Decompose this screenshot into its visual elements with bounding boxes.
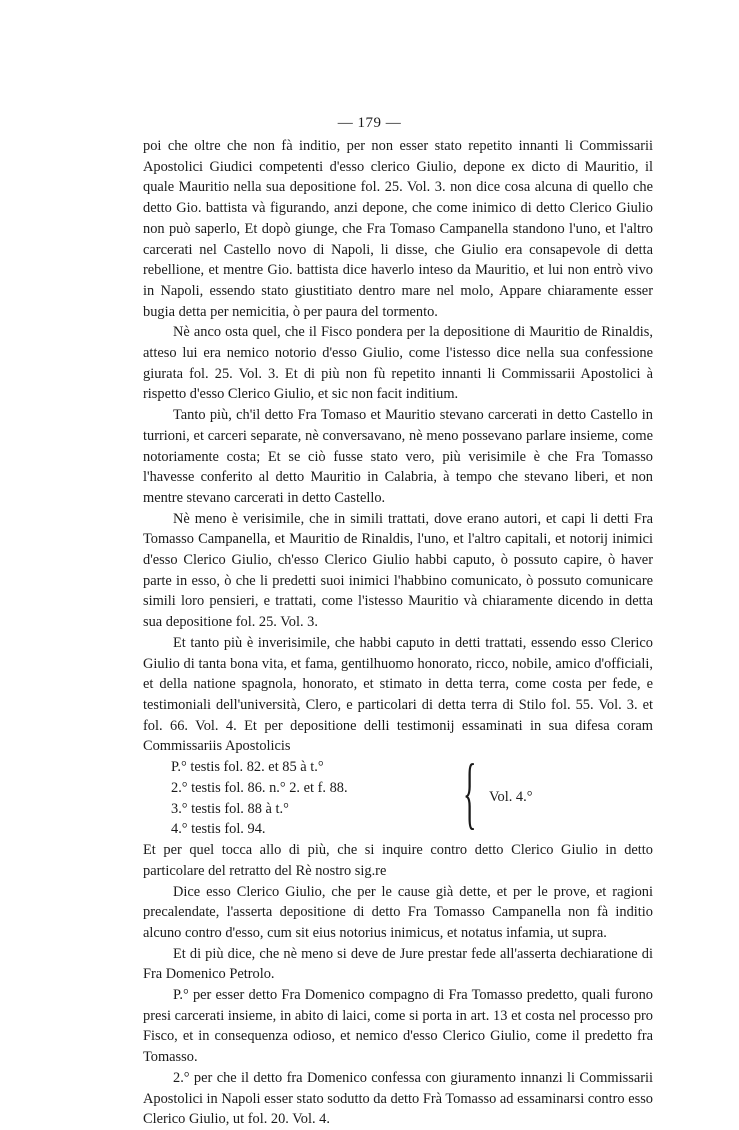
paragraph: Nè anco osta quel, che il Fisco pondera per la depositione di Mauritio de Rinaldis, atteso lui era nemico notorio d'esso Giulio, come l'istesso dice nella sua confessione giurata fol. 25. Vol. 3. Et di più non fù repetito innanti li Commissarii Apostolici à rispetto d'esso Clerico Giulio, et sic non facit inditium. xyxy=(143,324,653,403)
witness-entry: 2.° testis fol. 86. n.° 2. et f. 88. xyxy=(171,779,348,796)
witness-list xyxy=(143,749,653,840)
paragraph: poi che oltre che non fà inditio, per non esser stato repetito innanti li Commissarii Apostolici Giudici competenti d'esso clerico Giulio, depone ex dicto di Mauritio, il quale Mauritio nella sua depositione fol. 25. Vol. 3. non dice cosa alcuna di quello che detto Gio. battista và figurando, anzi depone, che come inimico di detto Clerico Giulio non può saperlo, Et dopò giunge, che Fra Tomaso Campanella standono l'uno, et l'altro carcerati nel Castello novo di Napoli, li disse, che Giulio era consapevole di detta rebellione, et mentre Gio. battista dice haverlo inteso da Mauritio, et lui non entrò vivo in Napoli, essendo stato giustitiato dentro mare nel molo, Appare chiaramente esser bugia detta per nemicitia, ò per paura del tormento. xyxy=(143,138,653,320)
paragraph: Et per quel tocca allo di più, che si inquire contro detto Clerico Giulio in detto particolare del retratto del Rè nostro sig.re xyxy=(143,842,653,879)
paragraph: 2.° per che il detto fra Domenico confessa con giuramento innanzi li Commissarii Apostolici in Napoli esser stato sodutto da detto Frà Tomasso ad essaminarsi contro esso Clerico Giulio, ut fol. 20. Vol. 4. xyxy=(143,1069,653,1128)
paragraph: Tanto più, ch'il detto Fra Tomaso et Mauritio stevano carcerati in detto Castello in turrioni, et carceri separate, nè conversavano, nè meno possevano parlare insieme, come notoriamente costa; Et se ciò fusse stato vero, più verisimile è che Fra Tomasso l'havesse conferito al detto Mauritio in Calabria, à tempo che stevano liberi, et non mentre stevano carcerati in detto Castello. xyxy=(143,407,653,506)
paragraph: Nè meno è verisimile, che in simili trattati, dove erano autori, et capi li detti Fra Tomasso Campanella, et Mauritio de Rinaldis, l'uno, et l'altro capitali, et notorij inimici d'esso Clerico Giulio, ch'esso Clerico Giulio habbi caputo, ò possuto capire, ò haver parte in esso, ò che li predetti suoi inimici l'habbino comunicato, ò possuto comunicare simili loro pensieri, e trattati, come l'istesso Mauritio và chiaramente dicendo in detta sua depositione fol. 25. Vol. 3. xyxy=(143,510,653,631)
paragraph: Et di più dice, che nè meno si deve de Jure prestar fede all'asserta dechiaratione di Fra Domenico Petrolo. xyxy=(143,945,653,983)
witness-volume: Vol. 4.° xyxy=(489,789,533,806)
witness-entry: 3.° testis fol. 88 à t.° xyxy=(171,800,289,817)
body-text xyxy=(143,136,653,1130)
witness-entry: P.° testis fol. 82. et 85 à t.° xyxy=(171,759,324,776)
paragraph: Dice esso Clerico Giulio, che per le cause già dette, et per le prove, et ragioni precalendate, l'asserta depositione di detto Fra Tomasso Campanella non fà inditio alcuno contro d'esso, cum sit eius notorius inimicus, et notatus infamia, ut supra. xyxy=(143,883,653,941)
witness-entry: 4.° testis fol. 94. xyxy=(171,821,266,838)
paragraph: Et tanto più è inverisimile, che habbi caputo in detti trattati, essendo esso Clerico Giulio di tanta bona vita, et fama, gentilhuomo honorato, ricco, nobile, amico d'officiali, et della natione spagnola, honorato, et stimato in detta terra, come costa per fede, e testimoniali dell'università, Clero, e particolari di detta terra di Stilo fol. 55. Vol. 3. et fol. 66. Vol. 4. Et per depositione delli testimonij essaminati in sua difesa coram Commissariis Apostolicis xyxy=(143,634,653,755)
paragraph: P.° per esser detto Fra Domenico compagno di Fra Tomasso predetto, quali furono presi carcerati insieme, in abito di laici, come si porta in art. 13 et costa nel processo pro Fisco, et in consequenza odioso, et nemico d'esso Clerico Giulio, come il predetto fra Tomasso. xyxy=(143,987,653,1066)
curly-brace-icon: { xyxy=(463,749,477,838)
page-number: — 179 — xyxy=(337,115,402,131)
